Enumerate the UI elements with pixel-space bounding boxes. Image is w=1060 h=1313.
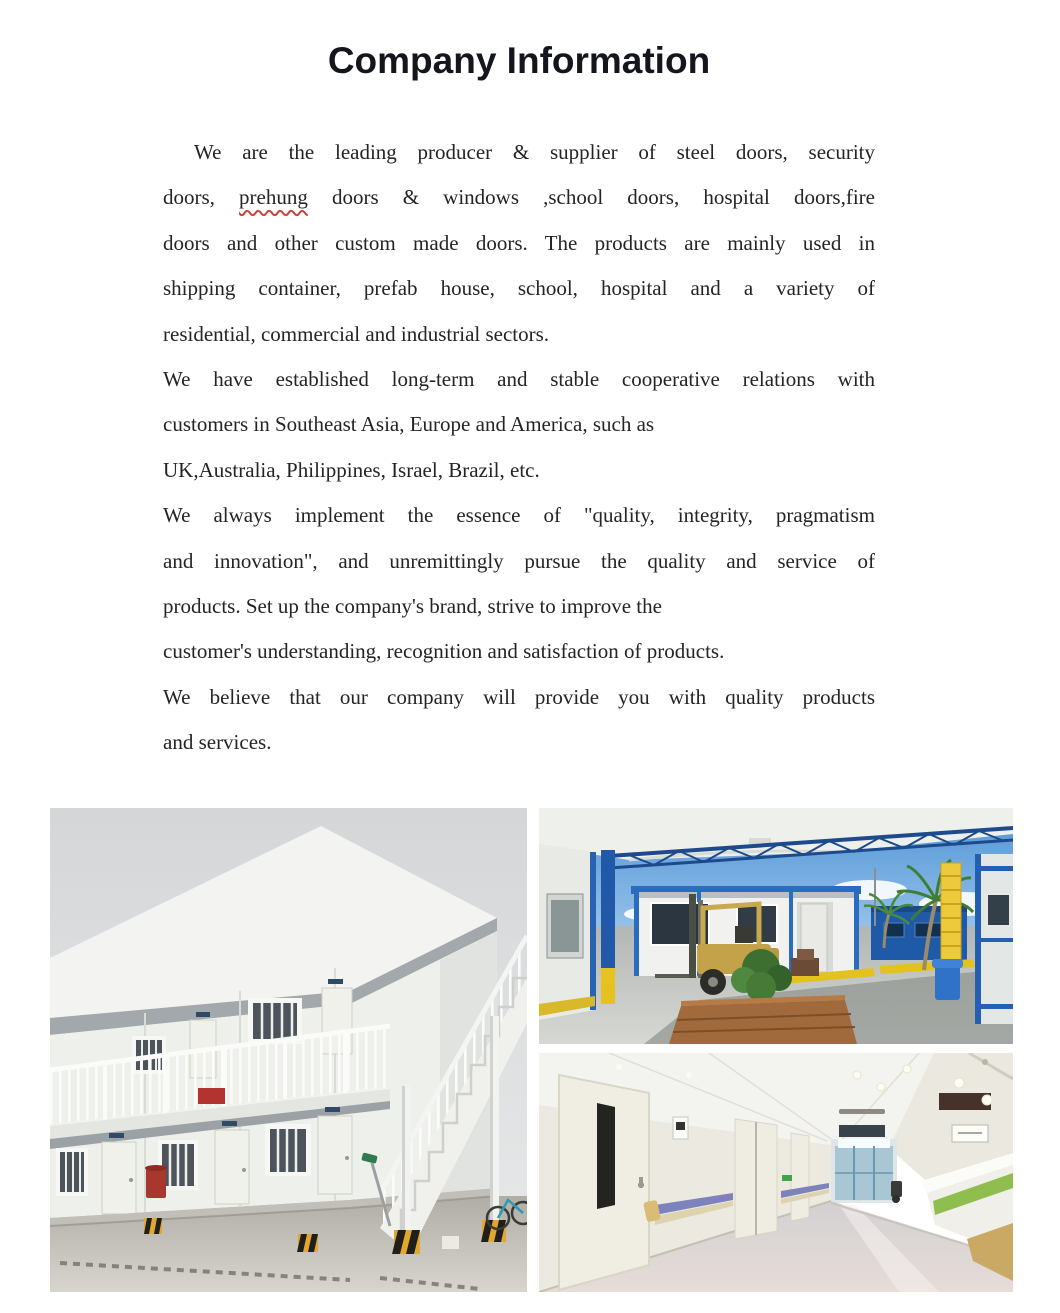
body-line: products. Set up the company's brand, strive to improve the [163,593,662,618]
body-line: shipping container, prefab house, school, hospital and a variety of [163,276,875,301]
body-line: and services. [163,730,272,755]
company-description [163,130,875,765]
thermostat [673,1117,688,1139]
hospital-corridor-illustration [539,1053,1013,1292]
container-yard-illustration [539,808,1013,1044]
photo-container-yard [539,808,1013,1044]
body-line: doors and other custom made doors. The products are mainly used in [163,230,875,255]
red-fire-box [198,1088,225,1104]
body-line: and innovation", and unremittingly pursue the quality and service of [163,548,875,573]
body-line: customers in Southeast Asia, Europe and America, such as [163,412,655,437]
green-sign [782,1175,792,1181]
dark-object [891,1181,902,1203]
body-line: We have established long-term and stable cooperative relations with [163,366,875,391]
body-line-segment: doors, [163,185,240,210]
corridor-sign [839,1125,885,1137]
yellow-tower [941,863,961,963]
photo-container-house [50,808,527,1292]
left-wall-and-post [539,844,615,1020]
photo-hospital-corridor [539,1053,1013,1292]
page-title: Company Information [327,40,711,81]
container-house-illustration [50,808,527,1292]
body-line: We always implement the essence of "quality, integrity, pragmatism [163,503,875,528]
body-line: customer's understanding, recognition and satisfaction of products. [163,639,725,664]
body-line: residential, commercial and industrial sectors. [163,321,550,346]
body-line-segment: doors & windows ,school doors, hospital doors,fire [307,185,875,210]
body-line: UK,Australia, Philippines, Israel, Brazil, etc. [163,457,540,482]
blue-bin [932,959,963,1000]
body-line: We are the leading producer & supplier of steel doors, security [194,140,875,164]
body-line [163,175,875,220]
misspelled-word: prehung [239,185,308,210]
white-box [442,1236,459,1249]
body-line: We believe that our company will provide you with quality products [163,684,875,709]
right-container [975,854,1013,1024]
red-bin [145,1165,167,1198]
